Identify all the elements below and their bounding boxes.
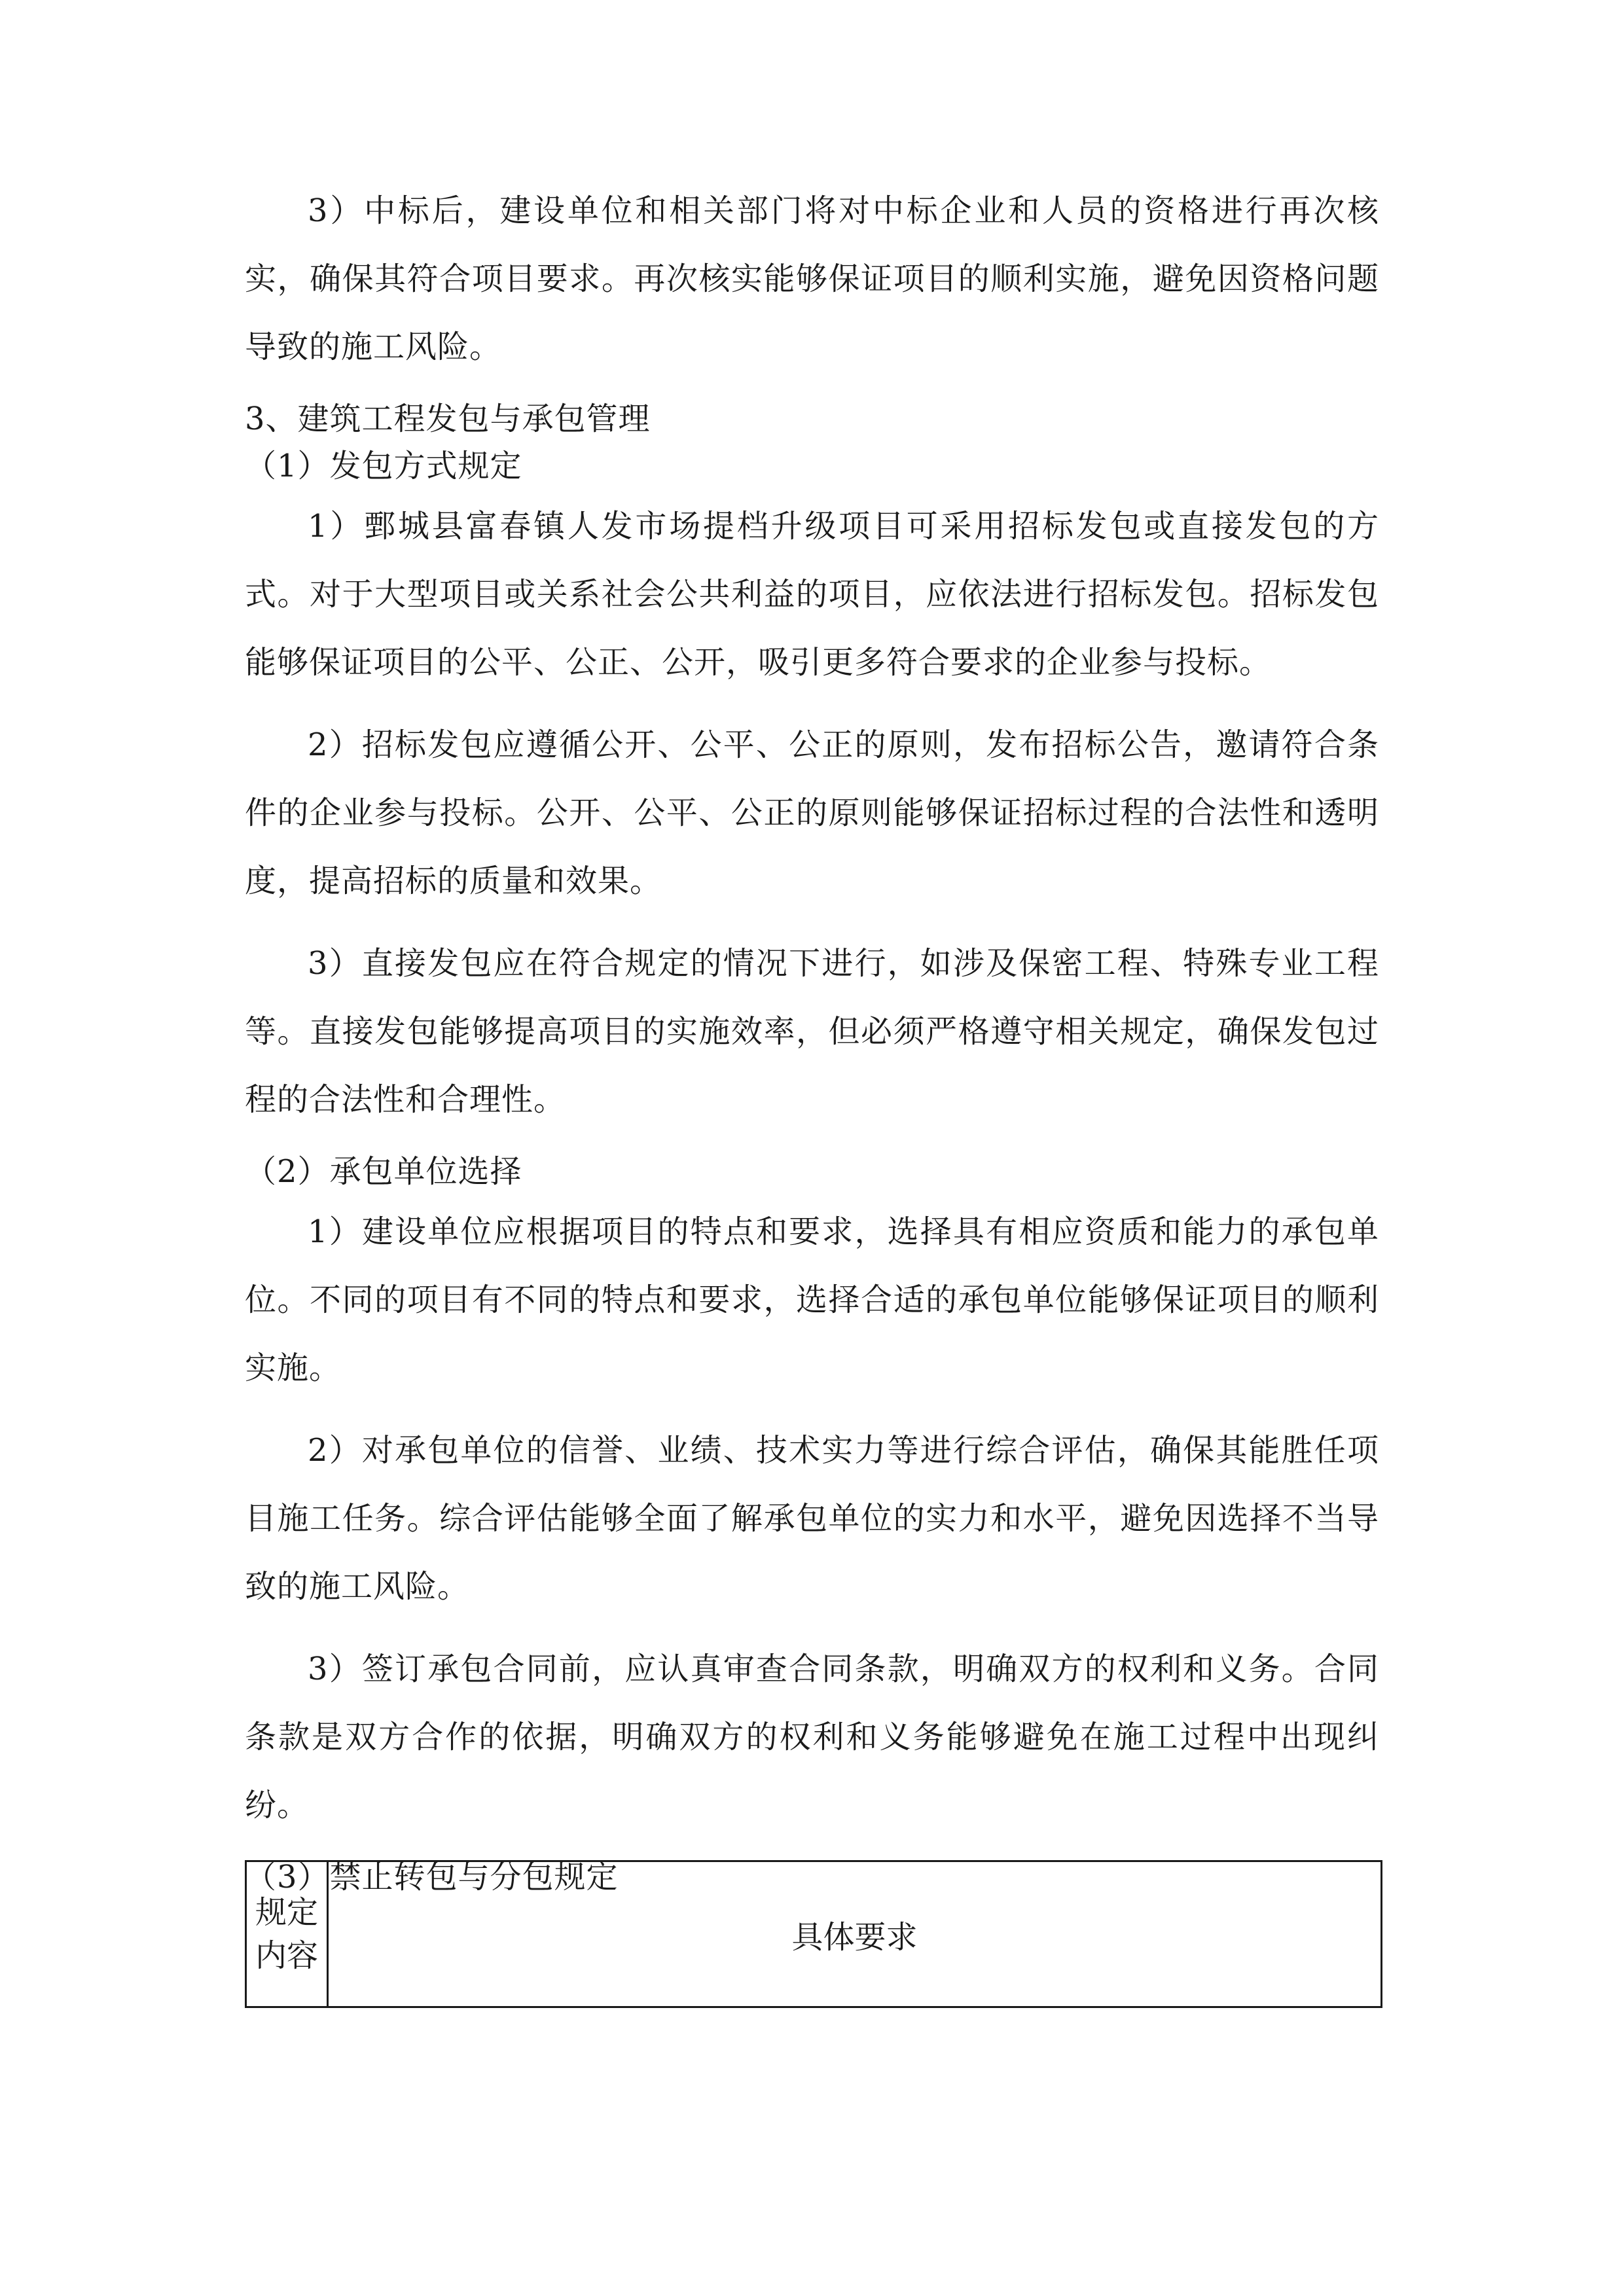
requirements-table (245, 1860, 1382, 2008)
paragraph-contractor-selection-3: 3）签订承包合同前，应认真审查合同条款，明确双方的权利和义务。合同条款是双方合作的依据，明确双方的权利和义务能够避免在施工过程中出现纠纷。 (245, 1651, 1379, 1823)
subsection-title-subcontracting-rules: （3）禁止转包与分包规定 (245, 1859, 619, 1895)
paragraph-contracting-method-2: 2）招标发包应遵循公开、公平、公正的原则，发布招标公告，邀请符合条件的企业参与投标。公开、公平、公正的原则能够保证招标过程的合法性和透明度，提高招标的质量和效果。 (245, 726, 1379, 899)
table-header-rule-content-line1: 规定 (255, 1894, 318, 1931)
table-header-rule-content (246, 1861, 328, 2007)
section-title-contracting-management: 3、建筑工程发包与承包管理 (245, 401, 651, 437)
table-header-specific-requirements: 具体要求 (328, 1861, 1382, 2007)
subsection-title-contractor-selection: （2）承包单位选择 (245, 1153, 522, 1190)
paragraph-contracting-method-3: 3）直接发包应在符合规定的情况下进行，如涉及保密工程、特殊专业工程等。直接发包能够提高项目的实施效率，但必须严格遵守相关规定，确保发包过程的合法性和合理性。 (245, 945, 1379, 1118)
table-header-rule-content-line2: 内容 (255, 1937, 318, 1974)
paragraph-contractor-selection-1: 1）建设单位应根据项目的特点和要求，选择具有相应资质和能力的承包单位。不同的项目有不同的特点和要求，选择合适的承包单位能够保证项目的顺利实施。 (245, 1213, 1379, 1386)
paragraph-contractor-selection-2: 2）对承包单位的信誉、业绩、技术实力等进行综合评估，确保其能胜任项目施工任务。综合评估能够全面了解承包单位的实力和水平，避免因选择不当导致的施工风险。 (245, 1432, 1379, 1605)
paragraph-contracting-method-1: 1）鄄城县富春镇人发市场提档升级项目可采用招标发包或直接发包的方式。对于大型项目或关系社会公共利益的项目，应依法进行招标发包。招标发包能够保证项目的公平、公正、公开，吸引更多符合要求的企业参与投标。 (245, 508, 1379, 681)
subsection-title-contracting-method: （1）发包方式规定 (245, 448, 522, 484)
paragraph-qualification-recheck: 3）中标后，建设单位和相关部门将对中标企业和人员的资格进行再次核实，确保其符合项目要求。再次核实能够保证项目的顺利实施，避免因资格问题导致的施工风险。 (245, 192, 1379, 365)
document-page (245, 177, 1379, 1903)
table-header-row (246, 1861, 1382, 2007)
